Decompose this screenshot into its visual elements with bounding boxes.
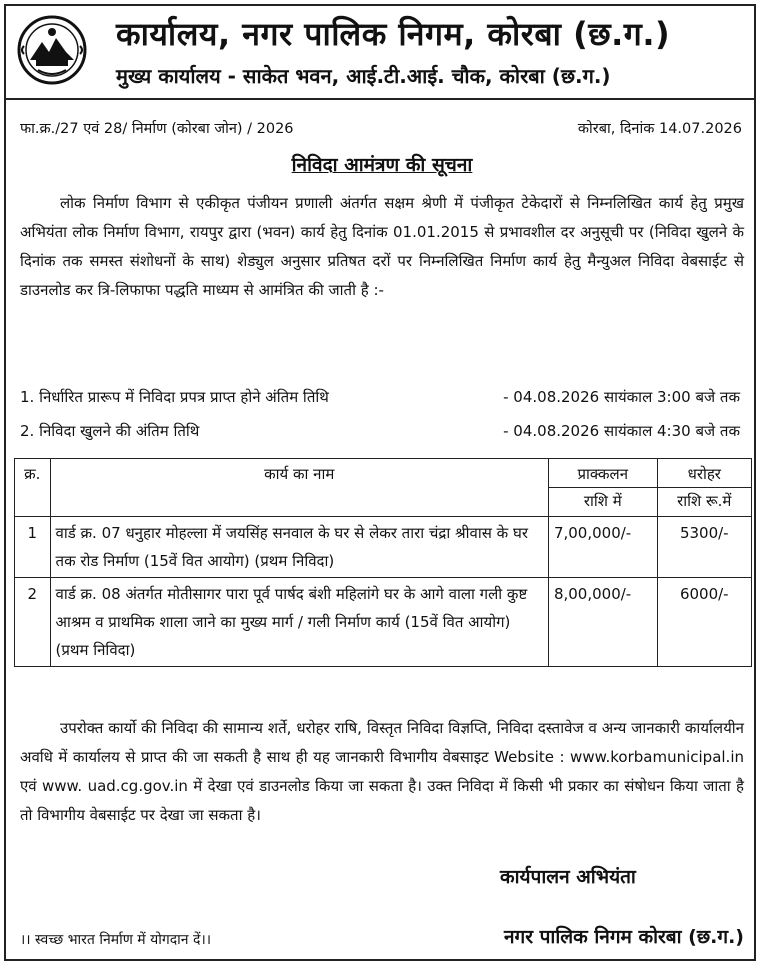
closing-paragraph <box>20 714 744 830</box>
header-deposit <box>657 459 751 517</box>
place-date: कोरबा, दिनांक 14.07.2026 <box>577 121 742 137</box>
table-header-row <box>15 459 752 517</box>
row-deposit: 6000/- <box>657 578 751 667</box>
row-serial: 2 <box>15 578 51 667</box>
works-table <box>14 458 752 667</box>
deadline-label: 2. निविदा खुलने की अंतिम तिथि <box>20 422 200 440</box>
swachh-bharat-slogan: ।। स्वच्छ भारत निर्माण में योगदान दें।। <box>20 932 212 948</box>
header-estimate <box>548 459 657 517</box>
signatory-designation: कार्यपालन अभियंता <box>500 866 636 888</box>
signatory-office: नगर पालिक निगम कोरबा (छ.ग.) <box>504 926 744 948</box>
office-address: मुख्य कार्यालय - साकेत भवन, आई.टी.आई. चौक, कोरबा (छ.ग.) <box>116 64 611 88</box>
letterhead <box>6 6 754 100</box>
municipal-emblem-icon <box>16 12 88 90</box>
row-serial: 1 <box>15 517 51 578</box>
row-work-name: वार्ड क्र. 08 अंतर्गत मोतीसागर पारा पूर्व पार्षद बंशी महिलांगे घर के आगे वाला गली कुष्ट आश्रम व प्राथमिक शाला जाने का मुख्य मार्ग / गली निर्माण कार्य (15वें वित आयोग) (प्रथम निविदा) <box>50 578 548 667</box>
row-deposit: 5300/- <box>657 517 751 578</box>
header-estimate-line2: राशि में <box>549 487 657 514</box>
table-row <box>15 517 752 578</box>
deadline-label: 1. निर्धारित प्रारूप में निविदा प्रपत्र प्राप्त होने अंतिम तिथि <box>20 388 329 406</box>
row-estimate: 7,00,000/- <box>548 517 657 578</box>
office-title: कार्यालय, नगर पालिक निगम, कोरबा (छ.ग.) <box>116 15 671 53</box>
header-serial: क्र. <box>15 459 51 517</box>
row-work-name: वार्ड क्र. 07 धनुहार मोहल्ला में जयसिंह सनवाल के घर से लेकर तारा चंद्रा श्रीवास के घर तक रोड निर्माण (15वें वित आयोग) (प्रथम निविदा) <box>50 517 548 578</box>
intro-paragraph <box>20 189 744 305</box>
deadline-value: - 04.08.2026 सायंकाल 4:30 बजे तक <box>503 422 740 440</box>
header-deposit-line2: राशि रू.में <box>658 487 751 514</box>
header-work-name: कार्य का नाम <box>50 459 548 517</box>
intro-text: लोक निर्माण विभाग से एकीकृत पंजीयन प्रणाली अंतर्गत सक्षम श्रेणी में पंजीकृत टेकेदारों से निम्नलिखित कार्य हेतु प्रमुख अभियंता लोक निर्माण विभाग, रायपुर द्वारा (भवन) कार्य हेतु दिनांक 01.01.2015 से प्रभावशील दर अनुसूची पर (निविदा खुलने के दिनांक तक समस्त संशोधनों के साथ) शेड्युल अनुसार प्रतिषत दरों पर निम्नलिखित निर्माण कार्य हेतु मैन्युअल निविदा वेबसाईट से डाउनलोड कर त्रि-लिफाफा पद्धति माध्यम से आमंत्रित की जाती है :- <box>20 194 744 299</box>
notice-title <box>6 151 758 177</box>
row-estimate: 8,00,000/- <box>548 578 657 667</box>
header-estimate-line1: प्राक्कलन <box>577 465 629 483</box>
header-deposit-line1: धरोहर <box>687 465 721 483</box>
file-number: फा.क्र./27 एवं 28/ निर्माण (कोरबा जोन) / 2026 <box>20 121 294 137</box>
deadline-value: - 04.08.2026 सायंकाल 3:00 बजे तक <box>503 388 740 406</box>
tender-notice-page <box>4 4 756 961</box>
closing-text: उपरोक्त कार्यो की निविदा की सामान्य शर्ते, धरोहर राषि, विस्तृत निविदा विज्ञप्ति, निविदा दस्तावेज व अन्य जानकारी कार्यालयीन अवधि में कार्यालय से प्राप्त की जा सकती है साथ ही यह जानकारी विभागीय वेबसाइट Website : www.korbamunicipal.in एवं www. uad.cg.gov.in में देखा एवं डाउनलोड किया जा सकता है। उक्त निविदा में किसी भी प्रकार का संषोधन किया जाता है तो विभागीय वेबसाईट पर देखा जा सकता है। <box>20 719 744 824</box>
table-row <box>15 578 752 667</box>
notice-title-text: निविदा आमंत्रण की सूचना <box>291 154 473 176</box>
